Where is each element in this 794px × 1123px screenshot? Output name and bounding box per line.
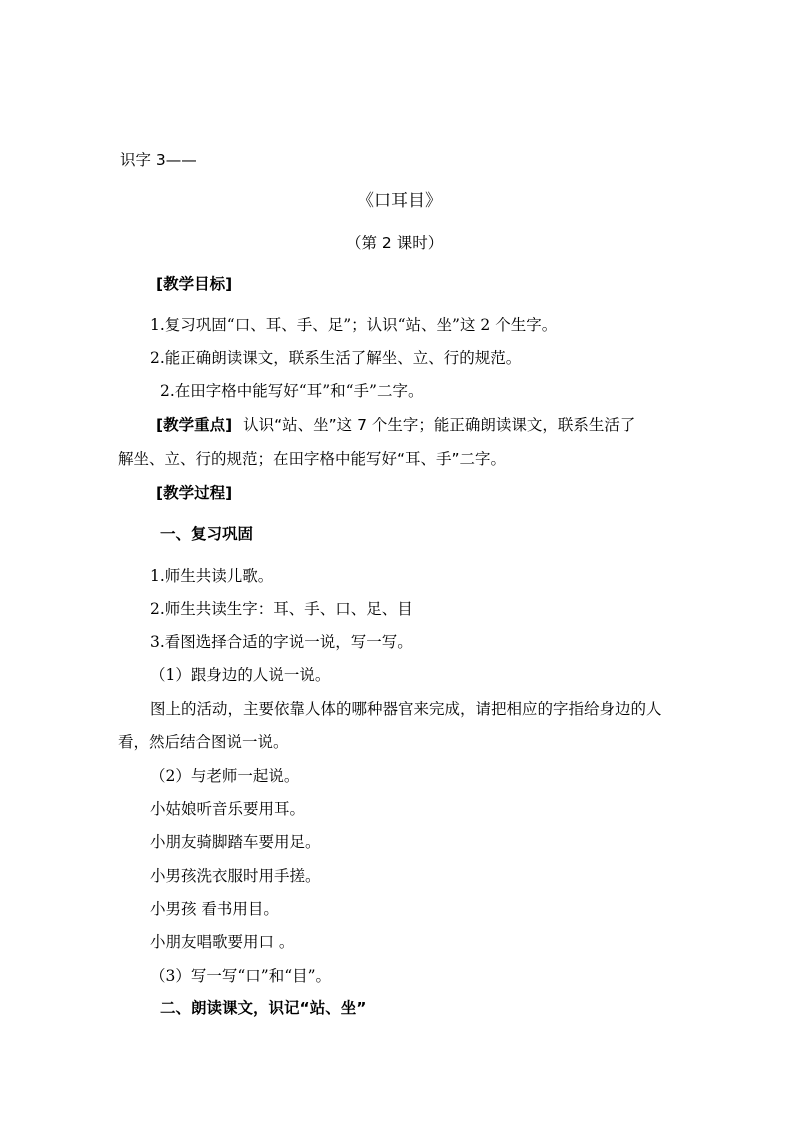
- list-item: 3.看图选择合适的字说一说，写一写。: [150, 633, 413, 651]
- sentence: 小朋友骑脚踏车要用足。: [150, 833, 321, 851]
- list-item: 2.师生共读生字：耳、手、口、足、目: [150, 600, 413, 618]
- sentence: 小男孩 看书用目。: [150, 900, 279, 918]
- sentence: 小姑娘听音乐要用耳。: [150, 800, 306, 818]
- goal-item: 2.能正确朗读课文，联系生活了解坐、立、行的规范。: [150, 349, 522, 367]
- section-heading: 二、朗读课文，识记“站、坐”: [160, 999, 367, 1017]
- paragraph-cont: 看，然后结合图说一说。: [118, 733, 289, 751]
- key-heading: [教学重点]: [156, 416, 233, 434]
- key-text-cont: 解坐、立、行的规范；在田字格中能写好“耳、手”二字。: [118, 450, 507, 468]
- doc-subtitle: （第 2 课时）: [346, 234, 444, 252]
- goal-item: 2.在田字格中能写好“耳”和“手”二字。: [160, 382, 424, 400]
- doc-header: 识字 3——: [120, 151, 197, 169]
- paragraph: 图上的活动，主要依靠人体的哪种器官来完成，请把相应的字指给身边的人: [150, 700, 662, 718]
- goal-item: 1.复习巩固“口、耳、手、足”；认识“站、坐”这 2 个生字。: [150, 316, 558, 334]
- goals-heading: [教学目标]: [156, 275, 233, 293]
- key-points-paragraph: [156, 415, 635, 435]
- process-heading: [教学过程]: [156, 484, 233, 502]
- sub-item: （3）写一写“口”和“目”。: [150, 967, 332, 985]
- doc-title: 《口耳目》: [357, 191, 442, 211]
- section-heading: 一、复习巩固: [160, 525, 254, 543]
- sub-item: （2）与老师一起说。: [150, 767, 300, 785]
- sentence: 小男孩洗衣服时用手搓。: [150, 867, 321, 885]
- sentence: 小朋友唱歌要用口 。: [150, 933, 295, 951]
- list-item: 1.师生共读儿歌。: [150, 567, 274, 585]
- list-item: （1）跟身边的人说一说。: [150, 666, 331, 684]
- key-text: 认识“站、坐”这 7 个生字；能正确朗读课文，联系生活了: [243, 416, 636, 434]
